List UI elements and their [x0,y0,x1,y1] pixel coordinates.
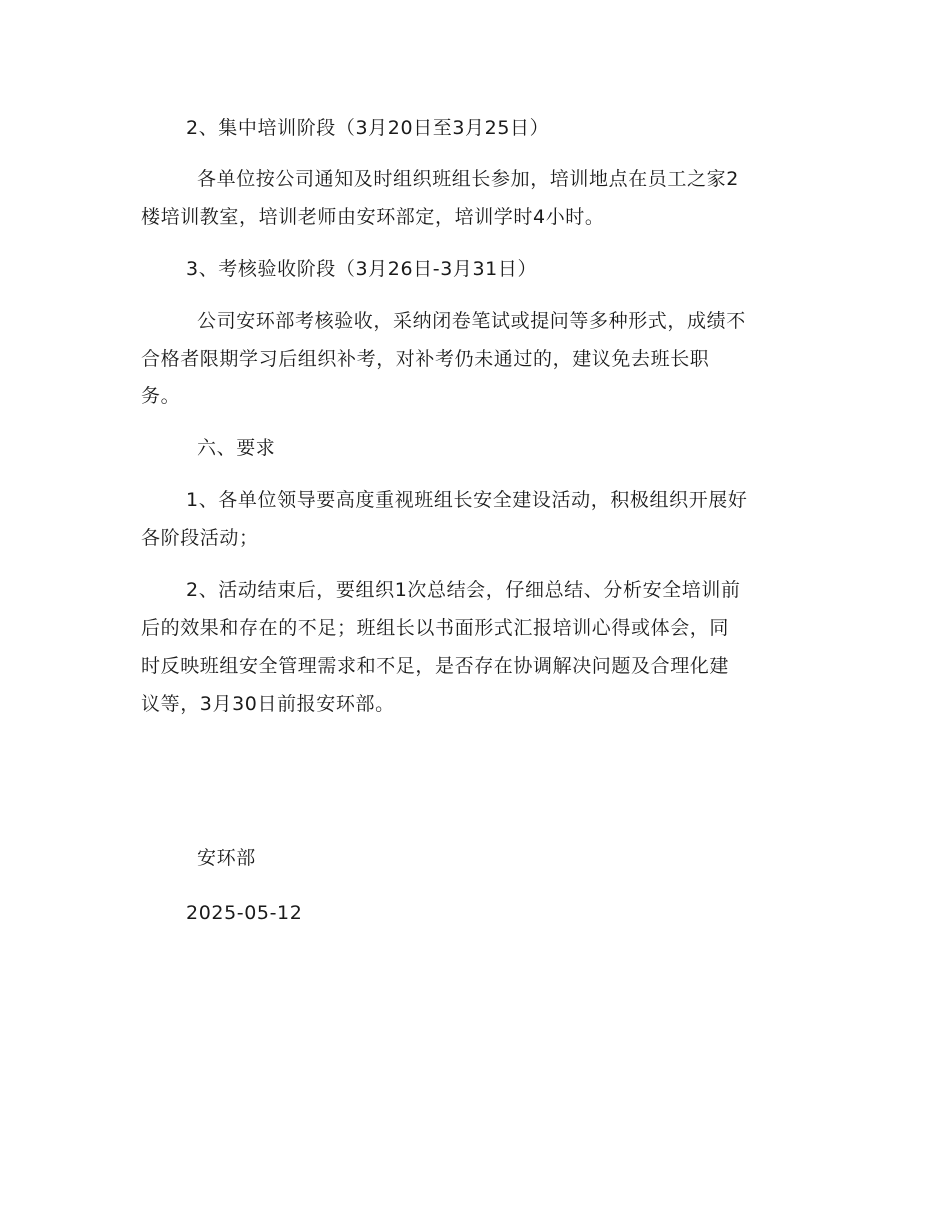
paragraph-line: 公司安环部考核验收，采纳闭卷笔试或提问等多种形式，成绩不 [197,310,746,332]
paragraph-line: 后的效果和存在的不足；班组长以书面形式汇报培训心得或体会，同 [141,617,730,639]
signature-date: 2025-05-12 [186,902,303,924]
paragraph-line: 务。 [141,385,181,407]
paragraph-line: 议等，3月30日前报安环部。 [141,693,395,715]
paragraph-line: 各单位按公司通知及时组织班组长参加，培训地点在员工之家2 [197,168,739,190]
paragraph-line: 合格者限期学习后组织补考，对补考仍未通过的，建议免去班长职 [141,348,710,370]
paragraph-line: 楼培训教室，培训老师由安环部定，培训学时4小时。 [141,206,605,228]
paragraph-line: 时反映班组安全管理需求和不足，是否存在协调解决问题及合理化建 [141,655,730,677]
section-heading-requirements: 六、要求 [197,437,276,459]
section-heading-assessment: 3、考核验收阶段（3月26日-3月31日） [186,258,538,280]
paragraph-line: 2、活动结束后，要组织1次总结会，仔细总结、分析安全培训前 [186,579,741,601]
paragraph-line: 1、各单位领导要高度重视班组长安全建设活动，积极组织开展好 [186,489,748,511]
section-heading-centralized-training: 2、集中培训阶段（3月20日至3月25日） [186,117,550,139]
signature-department: 安环部 [197,847,256,869]
paragraph-line: 各阶段活动； [141,527,259,549]
